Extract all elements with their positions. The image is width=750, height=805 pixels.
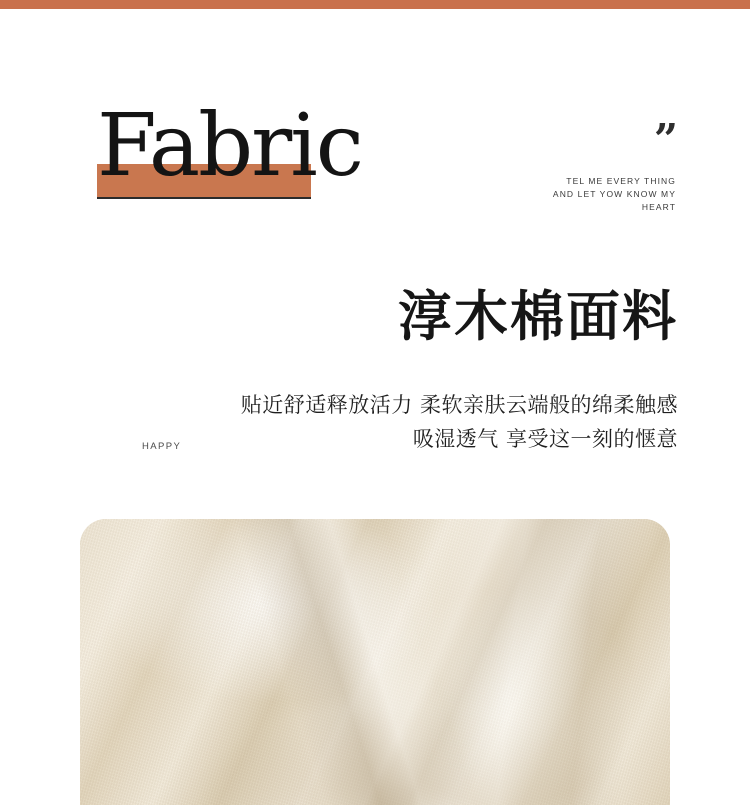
quote-block (516, 115, 676, 214)
quote-line-1: TEL ME EVERY THING (566, 176, 676, 186)
quote-line-2: AND LET YOW KNOW MY HEART (552, 189, 676, 212)
description-line-2: 吸湿透气 享受这一刻的惬意 (412, 427, 678, 451)
quotation-mark-icon: ” (653, 115, 676, 164)
fabric-photo-folds (80, 519, 670, 805)
fabric-underline-rule (97, 197, 311, 199)
top-accent-bar (0, 0, 750, 9)
description-line-1: 贴近舒适释放活力 柔软亲肤云端般的绵柔触感 (240, 393, 678, 417)
page-title: 淳木棉面料 (398, 285, 678, 348)
description-block (241, 388, 678, 456)
fabric-photo (80, 519, 670, 805)
fabric-headline-text: Fabric (97, 96, 362, 196)
happy-label: HAPPY (142, 441, 182, 452)
quote-lines (516, 175, 676, 214)
fabric-headline-block (97, 96, 362, 206)
